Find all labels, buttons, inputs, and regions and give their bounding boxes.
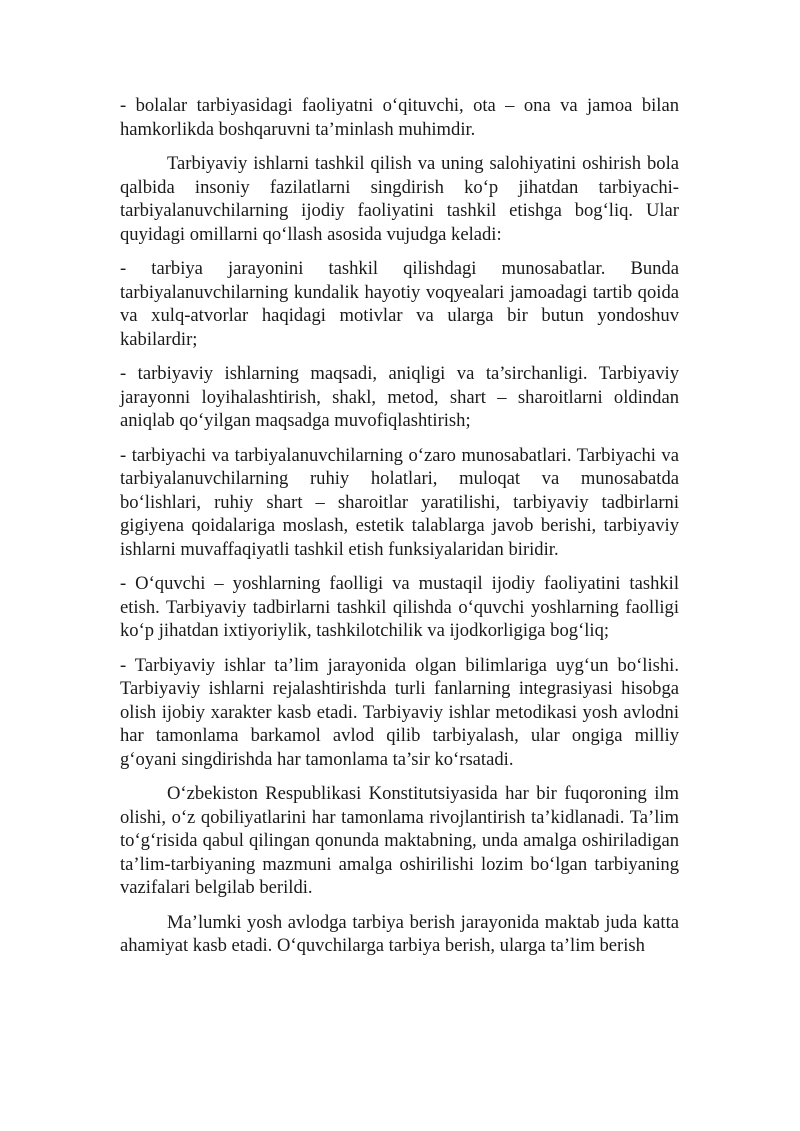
paragraph-2: Tarbiyaviy ishlarni tashkil qilish va uning salohiyatini oshirish bola qalbida insoniy fazilatlarni singdirish ko‘p jihatdan tarbiyachi-tarbiyalanuvchilarning ijodiy faoliyatini tashkil etishga bog‘liq. Ular quyidagi omillarni qo‘llash asosida vujudga keladi: xyxy=(120,153,679,245)
paragraph-4: - tarbiyaviy ishlarning maqsadi, aniqligi va ta’sirchanligi. Tarbiyaviy jarayonni loyihalashtirish, shakl, metod, shart – sharoitlarni oldindan aniqlab qo‘yilgan maqsadga muvofiqlashtirish; xyxy=(120,363,679,431)
paragraph-7: - Tarbiyaviy ishlar ta’lim jarayonida olgan bilimlariga uyg‘un bo‘lishi. Tarbiyaviy ishlarni rejalashtirishda turli fanlarning integrasiyasi hisobga olish ijobiy xarakter kasb etadi. Tarbiyaviy ishlar metodikasi yosh avlodni har tamonlama barkamol avlod qilib tarbiyalash, ular ongiga milliy g‘oyani singdirishda har tamonlama ta’sir ko‘rsatadi. xyxy=(120,654,679,770)
document-body xyxy=(120,94,679,969)
paragraph-1: - bolalar tarbiyasidagi faoliyatni o‘qituvchi, ota – ona va jamoa bilan hamkorlikda boshqaruvni ta’minlash muhimdir. xyxy=(120,95,679,140)
paragraph-9: Ma’lumki yosh avlodga tarbiya berish jarayonida maktab juda katta ahamiyat kasb etadi. O‘quvchilarga tarbiya berish, ularga ta’lim berish xyxy=(120,911,679,956)
paragraph-6: - O‘quvchi – yoshlarning faolligi va mustaqil ijodiy faoliyatini tashkil etish. Tarbiyaviy tadbirlarni tashkil qilishda o‘quvchi yoshlarning faolligi ko‘p jihatdan ixtiyoriylik, tashkilotchilik va ijodkorligiga bog‘liq; xyxy=(120,573,679,641)
paragraph-5: - tarbiyachi va tarbiyalanuvchilarning o‘zaro munosabatlari. Tarbiyachi va tarbiyalanuvchilarning ruhiy holatlari, muloqat va munosabatda bo‘lishlari, ruhiy shart – sharoitlar yaratilishi, tarbiyaviy tadbirlarni gigiyena qoidalariga moslash, estetik talablarga javob berishi, tarbiyaviy ishlarni muvaffaqiyatli tashkil etish funksiyalaridan biridir. xyxy=(120,444,679,560)
paragraph-8: O‘zbekiston Respublikasi Konstitutsiyasida har bir fuqoroning ilm olishi, o‘z qobiliyatlarini har tamonlama rivojlantirish ta’kidlanadi. Ta’lim to‘g‘risida qabul qilingan qonunda maktabning, unda amalga oshiriladigan ta’lim-tarbiyaning mazmuni amalga oshirilishi lozim bo‘lgan tarbiyaning vazifalari belgilab berildi. xyxy=(120,783,679,898)
paragraph-3: - tarbiya jarayonini tashkil qilishdagi munosabatlar. Bunda tarbiyalanuvchilarning kundalik hayotiy voqyealari jamoadagi tartib qoida va xulq-atvorlar haqidagi motivlar va ularga bir butun yondoshuv kabilardir; xyxy=(120,258,679,350)
